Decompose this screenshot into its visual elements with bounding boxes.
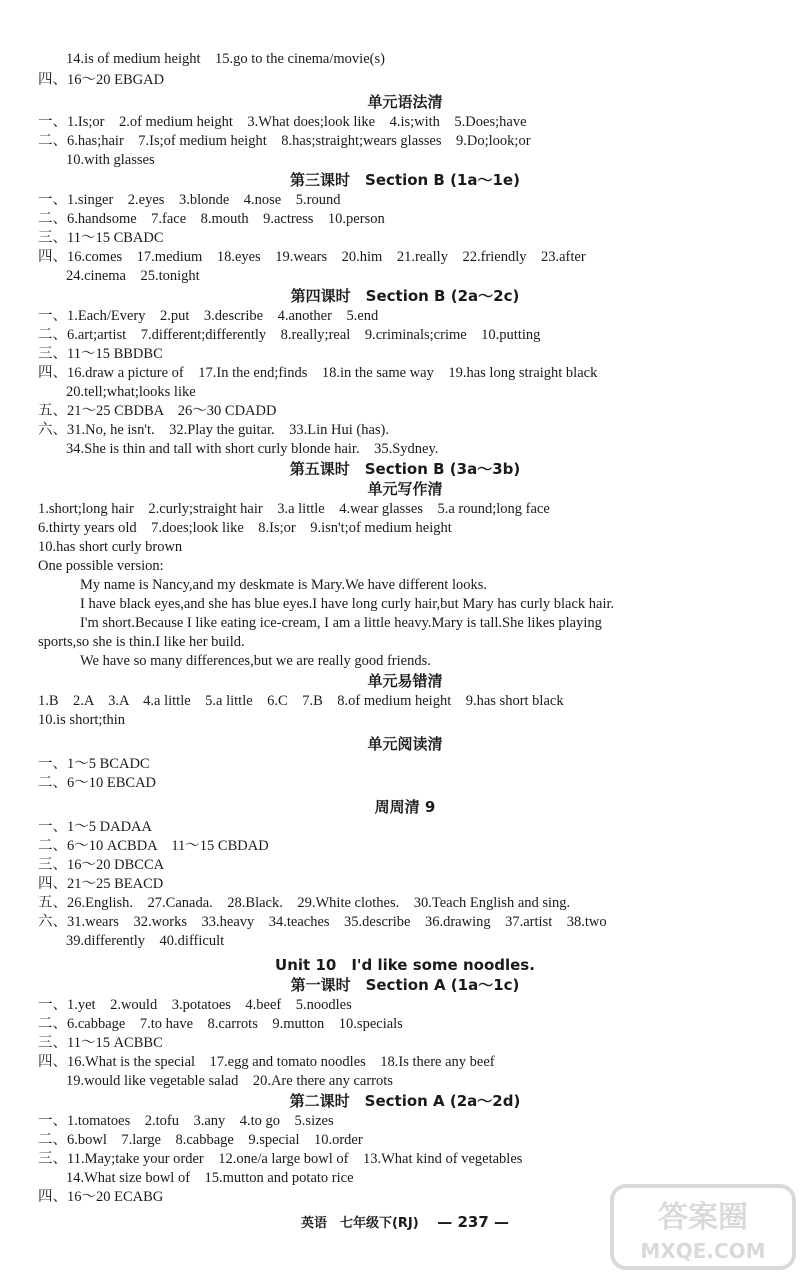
answer-line: 一、1～5 BCADC (38, 756, 150, 772)
svg-text:MXQE.COM: MXQE.COM (640, 1239, 766, 1263)
svg-text:答案圈: 答案圈 (658, 1200, 748, 1235)
page-number: — 237 — (437, 1213, 510, 1231)
answer-line: 六、31.wears 32.works 33.heavy 34.teaches 35.describe 36.drawing 37.artist 38.two (38, 914, 607, 930)
footer-subject: 英语 七年级下(RJ) (300, 1216, 419, 1231)
answer-line: 二、6.cabbage 7.to have 8.carrots 9.mutton 10.specials (38, 1016, 403, 1032)
section-heading: Unit 10 I'd like some noodles. (275, 956, 535, 974)
answer-line: 一、1～5 DADAA (38, 819, 152, 835)
answer-line: 1.short;long hair 2.curly;straight hair 3.a little 4.wear glasses 5.a round;long face (38, 501, 550, 517)
section-heading: 第五课时 Section B (3a～3b) (289, 460, 521, 478)
answer-line: 三、11.May;take your order 12.one/a large bowl of 13.What kind of vegetables (38, 1151, 523, 1167)
answer-line: 四、16.comes 17.medium 18.eyes 19.wears 20.him 21.really 22.friendly 23.after (38, 249, 586, 265)
answer-line: 二、6.bowl 7.large 8.cabbage 9.special 10.order (38, 1132, 363, 1148)
answer-line: 34.She is thin and tall with short curly blonde hair. 35.Sydney. (66, 441, 439, 457)
answer-line: 19.would like vegetable salad 20.Are there any carrots (66, 1073, 393, 1089)
answer-line: 14.What size bowl of 15.mutton and potato rice (66, 1170, 354, 1186)
answer-line: 四、16.What is the special 17.egg and tomato noodles 18.Is there any beef (38, 1054, 495, 1070)
answer-line: 14.is of medium height 15.go to the cinema/movie(s) (66, 51, 385, 67)
section-heading: 第三课时 Section B (1a～1e) (290, 171, 520, 189)
answer-line: 一、1.yet 2.would 3.potatoes 4.beef 5.noodles (38, 997, 352, 1013)
answer-line: sports,so she is thin.I like her build. (38, 634, 245, 650)
answer-line: 二、6.handsome 7.face 8.mouth 9.actress 10.person (38, 211, 385, 227)
answer-line: 一、1.Each/Every 2.put 3.describe 4.another 5.end (38, 308, 379, 324)
section-heading: 第一课时 Section A (1a～1c) (290, 976, 520, 994)
answer-line: 10.has short curly brown (38, 539, 183, 555)
section-heading: 第二课时 Section A (2a～2d) (289, 1092, 521, 1110)
answer-line: 二、6.has;hair 7.Is;of medium height 8.has;straight;wears glasses 9.Do;look;or (38, 133, 531, 149)
answer-line: 一、1.tomatoes 2.tofu 3.any 4.to go 5.sizes (38, 1113, 334, 1129)
section-heading: 单元语法清 (367, 93, 443, 111)
answer-line: 三、16～20 DBCCA (38, 857, 165, 873)
answer-line: 一、1.Is;or 2.of medium height 3.What does;look like 4.is;with 5.Does;have (38, 114, 527, 130)
section-heading: 单元写作清 (367, 480, 443, 498)
answer-line: 五、21～25 CBDBA 26～30 CDADD (38, 403, 277, 419)
answer-line: 五、26.English. 27.Canada. 28.Black. 29.White clothes. 30.Teach English and sing. (38, 895, 571, 911)
answer-line: 二、6.art;artist 7.different;differently 8.really;real 9.criminals;crime 10.putting (38, 327, 541, 343)
answer-line: 10.with glasses (66, 152, 155, 168)
answer-line: 四、16～20 ECABG (38, 1189, 164, 1205)
answer-line: 三、11～15 ACBBC (38, 1035, 163, 1051)
answer-line: 24.cinema 25.tonight (66, 268, 200, 284)
section-heading: 周周清 9 (374, 798, 436, 816)
answer-line: 10.is short;thin (38, 712, 126, 728)
answer-line: I'm short.Because I like eating ice-cream, I am a little heavy.Mary is tall.She likes playing (80, 615, 602, 631)
answer-line: We have so many differences,but we are really good friends. (80, 653, 431, 669)
answer-line: 20.tell;what;looks like (66, 384, 196, 400)
answer-line: 三、11～15 CBADC (38, 230, 164, 246)
answer-line: 二、6～10 ACBDA 11～15 CBDAD (38, 838, 269, 854)
answer-line: My name is Nancy,and my deskmate is Mary.We have different looks. (80, 577, 488, 593)
answer-line: 四、16～20 EBGAD (38, 72, 165, 88)
answer-line: 四、21～25 BEACD (38, 876, 164, 892)
answer-line: 六、31.No, he isn't. 32.Play the guitar. 33.Lin Hui (has). (38, 422, 389, 438)
watermark-logo (608, 1182, 798, 1272)
answer-line: 一、1.singer 2.eyes 3.blonde 4.nose 5.round (38, 192, 341, 208)
answer-line: One possible version: (38, 558, 164, 574)
answer-line: 6.thirty years old 7.does;look like 8.Is;or 9.isn't;of medium height (38, 520, 452, 536)
answer-line: 三、11～15 BBDBC (38, 346, 163, 362)
answer-line: 二、6～10 EBCAD (38, 775, 157, 791)
answer-line: 1.B 2.A 3.A 4.a little 5.a little 6.C 7.B 8.of medium height 9.has short black (38, 693, 564, 709)
section-heading: 单元阅读清 (367, 735, 443, 753)
section-heading: 第四课时 Section B (2a～2c) (290, 287, 520, 305)
answer-line: 39.differently 40.difficult (66, 933, 225, 949)
section-heading: 单元易错清 (367, 672, 443, 690)
answer-line: 四、16.draw a picture of 17.In the end;finds 18.in the same way 19.has long straight black (38, 365, 598, 381)
answer-line: I have black eyes,and she has blue eyes.I have long curly hair,but Mary has curly black hair. (80, 596, 615, 612)
